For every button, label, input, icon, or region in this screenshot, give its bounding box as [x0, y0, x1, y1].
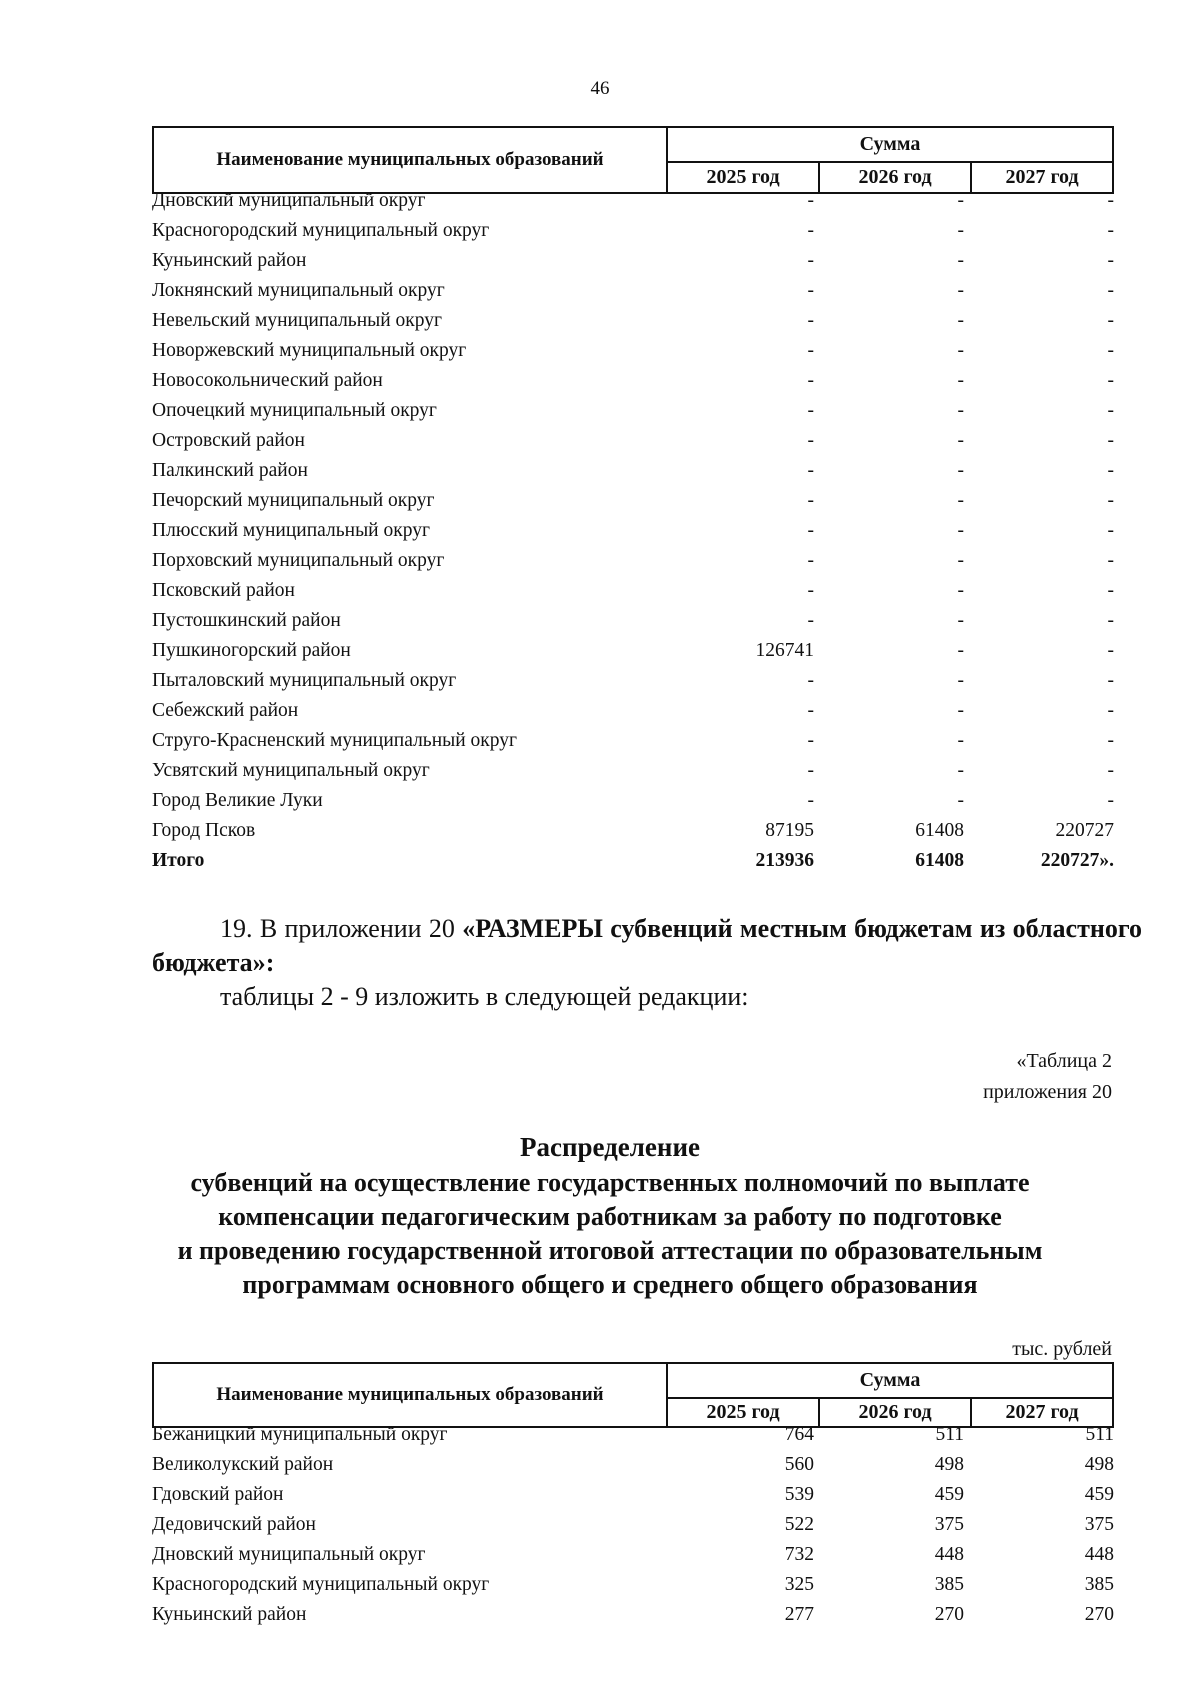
value-2027: -	[1107, 700, 1114, 721]
table1-row	[152, 548, 1114, 578]
municipality-name: Красногородский муниципальный округ	[152, 220, 490, 241]
value-2025: -	[807, 730, 814, 751]
value-2026: -	[957, 280, 964, 301]
municipality-name: Дновский муниципальный округ	[152, 190, 426, 211]
municipality-name: Плюсский муниципальный округ	[152, 520, 430, 541]
value-2027: -	[1107, 760, 1114, 781]
municipality-name: Бежаницкий муниципальный округ	[152, 1424, 448, 1445]
value-2025: -	[807, 550, 814, 571]
value-2026: -	[957, 190, 964, 211]
value-2026: -	[957, 790, 964, 811]
table1-body	[152, 188, 1114, 878]
municipality-name: Себежский район	[152, 700, 299, 721]
table1-row	[152, 248, 1114, 278]
distribution-subtitle-line3: и проведению государственной итоговой аттестации по образовательным	[177, 1236, 1043, 1265]
value-2025: 732	[784, 1544, 814, 1565]
table2-header	[152, 1362, 1114, 1428]
table1-row	[152, 398, 1114, 428]
table1-total-row	[152, 848, 1114, 878]
table1-row	[152, 638, 1114, 668]
page-number: 46	[590, 78, 610, 99]
value-2025: -	[807, 250, 814, 271]
municipality-name: Пустошкинский район	[152, 610, 341, 631]
table1-row	[152, 188, 1114, 218]
table2-header-sum: Сумма	[668, 1364, 1112, 1399]
municipality-name: Усвятский муниципальный округ	[152, 760, 430, 781]
value-2027: -	[1107, 490, 1114, 511]
table1-row	[152, 368, 1114, 398]
municipality-name: Красногородский муниципальный округ	[152, 1574, 490, 1595]
distribution-subtitle-line4: программам основного общего и среднего общего образования	[242, 1270, 978, 1299]
value-2026: -	[957, 610, 964, 631]
value-2026: 448	[934, 1544, 964, 1565]
value-2026: -	[957, 490, 964, 511]
value-2025: -	[807, 460, 814, 481]
value-2025: 126741	[755, 640, 814, 661]
value-2027: 498	[1084, 1454, 1114, 1475]
table1-header-sum: Сумма	[668, 128, 1112, 163]
value-2027: -	[1107, 640, 1114, 661]
table1-total-2025: 213936	[755, 850, 814, 871]
municipality-name: Псковский район	[152, 580, 295, 601]
table2-row	[152, 1452, 1114, 1482]
value-2026: 385	[934, 1574, 964, 1595]
table2-row	[152, 1512, 1114, 1542]
amendment-paragraph	[152, 912, 1142, 980]
table1-row	[152, 728, 1114, 758]
value-2025: -	[807, 370, 814, 391]
table-reference-line2: приложения 20	[983, 1081, 1112, 1103]
value-2027: 511	[1085, 1424, 1114, 1445]
value-2027: 385	[1084, 1574, 1114, 1595]
table-reference	[700, 1046, 1112, 1108]
table-reference-line1: «Таблица 2	[1016, 1050, 1112, 1072]
municipality-name: Новосокольнический район	[152, 370, 383, 391]
municipality-name: Город Псков	[152, 820, 256, 841]
table2-row	[152, 1572, 1114, 1602]
value-2026: -	[957, 580, 964, 601]
value-2026: -	[957, 520, 964, 541]
value-2026: 459	[934, 1484, 964, 1505]
value-2026: 511	[935, 1424, 964, 1445]
value-2025: -	[807, 280, 814, 301]
value-2025: 764	[784, 1424, 814, 1445]
table1-row	[152, 608, 1114, 638]
value-2026: -	[957, 460, 964, 481]
value-2027: -	[1107, 610, 1114, 631]
value-2027: 459	[1084, 1484, 1114, 1505]
municipality-name: Невельский муниципальный округ	[152, 310, 443, 331]
municipality-name: Опочецкий муниципальный округ	[152, 400, 437, 421]
value-2025: -	[807, 310, 814, 331]
value-2027: 375	[1084, 1514, 1114, 1535]
table1-row	[152, 218, 1114, 248]
value-2026: -	[957, 430, 964, 451]
value-2026: -	[957, 310, 964, 331]
value-2025: 87195	[765, 820, 814, 841]
value-2027: -	[1107, 400, 1114, 421]
amendment-colon: :	[265, 948, 275, 977]
table2-row	[152, 1602, 1114, 1632]
value-2026: 270	[934, 1604, 964, 1625]
table1-row	[152, 518, 1114, 548]
distribution-heading: Распределение	[519, 1132, 701, 1162]
municipality-name: Струго-Красненский муниципальный округ	[152, 730, 518, 751]
value-2025: 560	[784, 1454, 814, 1475]
table1-row	[152, 698, 1114, 728]
value-2026: -	[957, 670, 964, 691]
municipality-name: Порховский муниципальный округ	[152, 550, 445, 571]
table1-header-name: Наименование муниципальных образований	[154, 128, 668, 192]
value-2027: -	[1107, 430, 1114, 451]
value-2025: -	[807, 610, 814, 631]
value-2026: 498	[934, 1454, 964, 1475]
value-2027: 220727	[1055, 820, 1114, 841]
value-2026: -	[957, 340, 964, 361]
municipality-name: Палкинский район	[152, 460, 308, 481]
value-2027: -	[1107, 190, 1114, 211]
table1-total-2027: 220727».	[1040, 850, 1114, 871]
table2-body	[152, 1422, 1114, 1632]
table1-header-year-2025: 2025 год	[668, 163, 820, 192]
table1-header-year-2026: 2026 год	[820, 163, 972, 192]
municipality-name: Великолукский район	[152, 1454, 334, 1475]
table2-row	[152, 1542, 1114, 1572]
table2-row	[152, 1422, 1114, 1452]
table1-row	[152, 458, 1114, 488]
table1-total-label: Итого	[152, 850, 205, 871]
table1-row	[152, 428, 1114, 458]
value-2027: -	[1107, 580, 1114, 601]
distribution-subtitle-line2: компенсации педагогическим работникам за работу по подготовке	[218, 1202, 1002, 1231]
value-2027: -	[1107, 310, 1114, 331]
table1-header-year-2027: 2027 год	[1005, 166, 1079, 188]
municipality-name: Пыталовский муниципальный округ	[152, 670, 457, 691]
value-2025: -	[807, 430, 814, 451]
value-2027: 448	[1084, 1544, 1114, 1565]
value-2026: 61408	[915, 820, 964, 841]
amendment-prefix: 19. В приложении 20	[220, 914, 463, 943]
table1-row	[152, 338, 1114, 368]
table1-row	[152, 488, 1114, 518]
value-2025: -	[807, 700, 814, 721]
value-2026: -	[957, 730, 964, 751]
municipality-name: Островский район	[152, 430, 305, 451]
value-2026: -	[957, 760, 964, 781]
value-2027: -	[1107, 670, 1114, 691]
value-2026: -	[957, 250, 964, 271]
amendment-instruction: таблицы 2 - 9 изложить в следующей редакции:	[220, 982, 749, 1011]
table1-row	[152, 818, 1114, 848]
distribution-title	[130, 1130, 1090, 1302]
table1-row	[152, 788, 1114, 818]
municipality-name: Куньинский район	[152, 250, 307, 271]
value-2025: -	[807, 490, 814, 511]
value-2027: -	[1107, 550, 1114, 571]
value-2027: -	[1107, 340, 1114, 361]
table1-row	[152, 278, 1114, 308]
value-2027: -	[1107, 370, 1114, 391]
value-2026: -	[957, 700, 964, 721]
value-2025: 522	[784, 1514, 814, 1535]
municipality-name: Дедовичский район	[152, 1514, 316, 1535]
table2-header-year-2027: 2027 год	[1005, 1401, 1079, 1423]
municipality-name: Новоржевский муниципальный округ	[152, 340, 467, 361]
value-2027: -	[1107, 220, 1114, 241]
table1-row	[152, 668, 1114, 698]
value-2027: -	[1107, 730, 1114, 751]
value-2027: -	[1107, 520, 1114, 541]
value-2025: -	[807, 340, 814, 361]
value-2025: 277	[784, 1604, 814, 1625]
value-2025: -	[807, 760, 814, 781]
units-label: тыс. рублей	[1012, 1338, 1112, 1360]
value-2025: -	[807, 190, 814, 211]
value-2027: -	[1107, 250, 1114, 271]
table1-row	[152, 578, 1114, 608]
value-2027: -	[1107, 280, 1114, 301]
value-2026: -	[957, 370, 964, 391]
table1-row	[152, 758, 1114, 788]
table1-total-2026: 61408	[915, 850, 964, 871]
distribution-subtitle-line1: субвенций на осуществление государственных полномочий по выплате	[190, 1168, 1030, 1197]
value-2026: 375	[934, 1514, 964, 1535]
value-2025: -	[807, 220, 814, 241]
value-2026: -	[957, 640, 964, 661]
value-2025: -	[807, 520, 814, 541]
table1-header	[152, 126, 1114, 194]
value-2027: -	[1107, 460, 1114, 481]
value-2027: 270	[1084, 1604, 1114, 1625]
value-2025: -	[807, 790, 814, 811]
value-2026: -	[957, 220, 964, 241]
municipality-name: Куньинский район	[152, 1604, 307, 1625]
table1-row	[152, 308, 1114, 338]
value-2025: -	[807, 580, 814, 601]
table2-header-year-2025: 2025 год	[668, 1399, 820, 1426]
municipality-name: Локнянский муниципальный округ	[152, 280, 445, 301]
amendment-appendix-title: «РАЗМЕРЫ субвенций местным бюджетам из областного бюджета»	[152, 914, 1142, 977]
municipality-name: Дновский муниципальный округ	[152, 1544, 426, 1565]
value-2026: -	[957, 550, 964, 571]
value-2025: 539	[784, 1484, 814, 1505]
value-2025: -	[807, 670, 814, 691]
table2-header-name: Наименование муниципальных образований	[154, 1364, 668, 1426]
value-2025: -	[807, 400, 814, 421]
table2-header-year-2026: 2026 год	[820, 1399, 972, 1426]
value-2027: -	[1107, 790, 1114, 811]
municipality-name: Печорский муниципальный округ	[152, 490, 435, 511]
value-2025: 325	[784, 1574, 814, 1595]
value-2026: -	[957, 400, 964, 421]
table2-row	[152, 1482, 1114, 1512]
municipality-name: Пушкиногорский район	[152, 640, 351, 661]
municipality-name: Город Великие Луки	[152, 790, 323, 811]
municipality-name: Гдовский район	[152, 1484, 284, 1505]
